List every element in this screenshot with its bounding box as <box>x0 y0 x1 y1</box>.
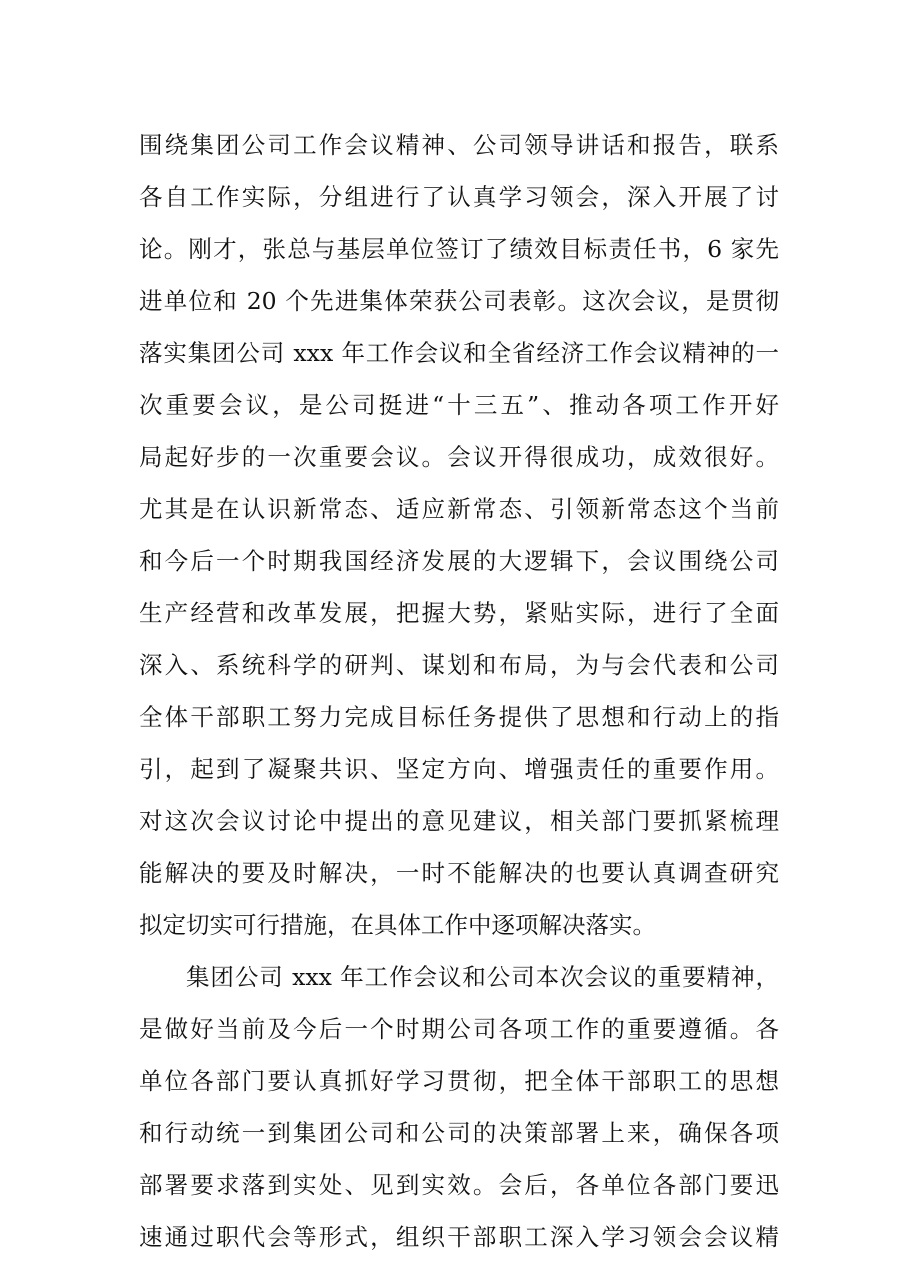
text-line: 速通过职代会等形式，组织干部职工深入学习领会会议精 <box>139 1223 779 1251</box>
document-body <box>139 119 779 1263</box>
text-line: 深入、系统科学的研判、谋划和布局，为与会代表和公司 <box>139 651 779 679</box>
text-line: 和行动统一到集团公司和公司的决策部署上来，确保各项 <box>139 1119 779 1147</box>
text-line: 进单位和 20 个先进集体荣获公司表彰。这次会议，是贯彻 <box>139 287 779 315</box>
paragraph-2 <box>139 951 779 1263</box>
text-line: 尤其是在认识新常态、适应新常态、引领新常态这个当前 <box>139 495 779 523</box>
text-line: 次重要会议，是公司挺进“十三五”、推动各项工作开好 <box>139 391 779 419</box>
text-line: 集团公司 xxx 年工作会议和公司本次会议的重要精神， <box>186 963 779 991</box>
text-line: 部署要求落到实处、见到实效。会后，各单位各部门要迅 <box>139 1171 779 1199</box>
text-line: 拟定切实可行措施，在具体工作中逐项解决落实。 <box>139 911 656 939</box>
text-line: 和今后一个时期我国经济发展的大逻辑下，会议围绕公司 <box>139 547 779 575</box>
paragraph-1 <box>139 119 779 951</box>
text-line: 论。刚才，张总与基层单位签订了绩效目标责任书，6 家先 <box>139 235 779 263</box>
text-line: 对这次会议讨论中提出的意见建议，相关部门要抓紧梳理 <box>139 807 779 835</box>
text-line: 局起好步的一次重要会议。会议开得很成功，成效很好。 <box>139 443 779 471</box>
text-line: 全体干部职工努力完成目标任务提供了思想和行动上的指 <box>139 703 779 731</box>
text-line: 生产经营和改革发展，把握大势，紧贴实际，进行了全面 <box>139 599 779 627</box>
text-line: 是做好当前及今后一个时期公司各项工作的重要遵循。各 <box>139 1015 779 1043</box>
text-line: 围绕集团公司工作会议精神、公司领导讲话和报告，联系 <box>139 131 779 159</box>
text-line: 引，起到了凝聚共识、坚定方向、增强责任的重要作用。 <box>139 755 779 783</box>
text-line: 单位各部门要认真抓好学习贯彻，把全体干部职工的思想 <box>139 1067 779 1095</box>
text-line: 能解决的要及时解决，一时不能解决的也要认真调查研究 <box>139 859 779 887</box>
text-line: 落实集团公司 xxx 年工作会议和全省经济工作会议精神的一 <box>139 339 779 367</box>
text-line: 各自工作实际，分组进行了认真学习领会，深入开展了讨 <box>139 183 779 211</box>
